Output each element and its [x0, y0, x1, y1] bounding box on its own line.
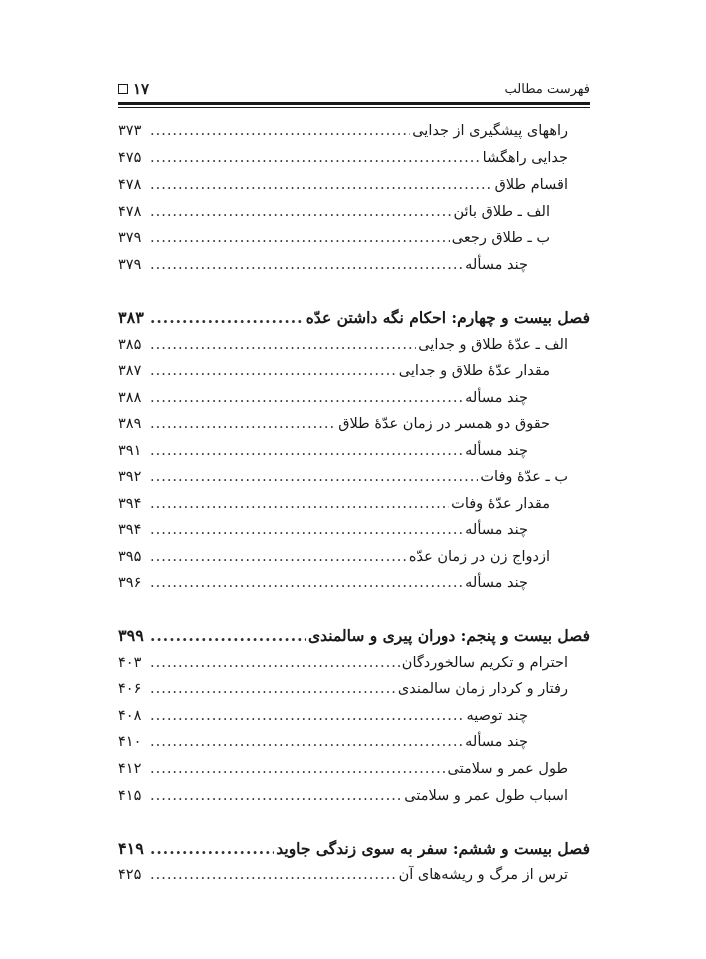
toc-entry-row [118, 332, 590, 358]
dot-leader [150, 756, 446, 782]
toc-chapter-row [118, 836, 590, 862]
toc-entry-row [118, 544, 590, 570]
header-rule-thick [118, 102, 590, 105]
toc-entry-row [118, 199, 590, 225]
toc-entry-row [118, 570, 590, 596]
toc-entry-title: اقسام طلاق [494, 177, 568, 193]
dot-leader [150, 199, 451, 225]
toc-entry-row [118, 756, 590, 782]
dot-leader [150, 118, 410, 144]
toc-entry-title: چند توصیه [466, 708, 528, 724]
toc-entry-title: راههای پیشگیری از جدایی [412, 123, 568, 139]
page-number-group [118, 80, 149, 98]
toc-entry-title: فصل بیست و ششم: سفر به سوی زندگی جاوید [276, 839, 590, 858]
dot-leader [150, 305, 304, 331]
toc-entry-title: چند مسأله [465, 443, 528, 459]
toc-entry-row [118, 438, 590, 464]
toc-entry-row [118, 252, 590, 278]
toc-entry-title: فصل بیست و چهارم: احکام نگه داشتن عدّه [305, 308, 590, 327]
dot-leader [150, 491, 449, 517]
toc-entry-page: ۳۸۸ [118, 390, 142, 406]
toc-entry-title: الف ـ عدّهٔ طلاق و جدایی [418, 337, 568, 353]
toc-entry-title: چند مسأله [465, 734, 528, 750]
page-number: ۱۷ [133, 80, 150, 98]
toc-entry-title: احترام و تکریم سالخوردگان [401, 655, 568, 671]
dot-leader [150, 783, 402, 809]
toc-entry-row [118, 729, 590, 755]
toc-entry-title: ب ـ طلاق رجعی [451, 230, 550, 246]
dot-leader [150, 703, 464, 729]
dot-leader [150, 358, 397, 384]
toc-entry-row [118, 411, 590, 437]
toc-entry-title: فصل بیست و پنجم: دوران پیری و سالمندی [308, 626, 590, 645]
dot-leader [150, 623, 306, 649]
toc-entry-title: الف ـ طلاق بائن [453, 204, 550, 220]
running-title: فهرست مطالب [504, 82, 590, 97]
dot-leader [150, 411, 336, 437]
dot-leader [150, 385, 463, 411]
toc-entry-page: ۴۱۰ [118, 734, 142, 750]
toc-entry-page: ۴۱۹ [118, 839, 144, 858]
dot-leader [150, 252, 463, 278]
toc-entry-title: ب ـ عدّهٔ وفات [480, 469, 568, 485]
toc-entry-title: چند مسأله [465, 575, 528, 591]
dot-leader [150, 225, 450, 251]
page-header [118, 80, 590, 102]
toc-entry-row [118, 225, 590, 251]
toc-entry-title: حقوق دو همسر در زمان عدّهٔ طلاق [338, 416, 550, 432]
toc-entry-row [118, 862, 590, 888]
toc-entry-page: ۳۹۵ [118, 549, 142, 565]
toc-entry-row [118, 145, 590, 171]
toc-chapter-row [118, 623, 590, 649]
toc-entry-row [118, 118, 590, 144]
toc-entry-row [118, 676, 590, 702]
toc-entry-row [118, 358, 590, 384]
toc-entry-title: مقدار عدّهٔ وفات [451, 496, 550, 512]
toc-entry-page: ۴۰۸ [118, 708, 142, 724]
toc-entry-page: ۴۱۵ [118, 788, 142, 804]
dot-leader [150, 172, 493, 198]
toc-entry-page: ۳۹۱ [118, 443, 142, 459]
toc-entry-title: رفتار و کردار زمان سالمندی [397, 681, 568, 697]
toc-entry-row [118, 703, 590, 729]
toc-entry-page: ۴۷۸ [118, 204, 142, 220]
toc-entry-title: اسباب طول عمر و سلامتی [404, 788, 568, 804]
dot-leader [150, 544, 407, 570]
dot-leader [150, 517, 463, 543]
dot-leader [150, 332, 416, 358]
dot-leader [150, 862, 397, 888]
toc-entry-page: ۳۸۵ [118, 337, 142, 353]
toc-entry-page: ۳۹۲ [118, 469, 142, 485]
dot-leader [150, 438, 463, 464]
toc-entry-title: ترس از مرگ و ریشه‌های آن [398, 867, 568, 883]
toc-entry-page: ۴۰۶ [118, 681, 142, 697]
toc-entry-row [118, 172, 590, 198]
header-rule-thin [118, 107, 590, 108]
toc-entry-row [118, 385, 590, 411]
toc-entry-page: ۴۷۵ [118, 150, 142, 166]
toc-entry-title: جدایی راهگشا [482, 150, 568, 166]
toc-entry-page: ۴۱۲ [118, 761, 142, 777]
toc-entry-page: ۴۷۸ [118, 177, 142, 193]
toc-entry-title: چند مسأله [465, 390, 528, 406]
toc-entry-page: ۳۸۳ [118, 308, 144, 327]
toc-entry-title: چند مسأله [465, 257, 528, 273]
toc-entry-title: مقدار عدّهٔ طلاق و جدایی [398, 363, 550, 379]
toc-entry-page: ۳۷۳ [118, 123, 142, 139]
toc-entry-page: ۳۹۹ [118, 626, 144, 645]
toc-entry-page: ۳۷۹ [118, 257, 142, 273]
square-icon [118, 84, 128, 94]
dot-leader [150, 836, 274, 862]
dot-leader [150, 145, 481, 171]
dot-leader [150, 729, 463, 755]
toc-entry-row [118, 464, 590, 490]
toc-entry-page: ۳۹۴ [118, 522, 142, 538]
toc-entry-title: طول عمر و سلامتی [447, 761, 568, 777]
toc-chapter-row [118, 305, 590, 331]
dot-leader [150, 570, 463, 596]
toc-entry-page: ۴۲۵ [118, 867, 142, 883]
toc-entry-page: ۳۹۴ [118, 496, 142, 512]
toc-entry-row [118, 783, 590, 809]
dot-leader [150, 464, 478, 490]
toc-entry-title: ازدواج زن در زمان عدّه [408, 549, 550, 565]
toc-entry-row [118, 650, 590, 676]
toc-entry-row [118, 517, 590, 543]
dot-leader [150, 650, 400, 676]
toc-entry-title: چند مسأله [465, 522, 528, 538]
dot-leader [150, 676, 396, 702]
toc-entry-page: ۴۰۳ [118, 655, 142, 671]
toc-entry-page: ۳۹۶ [118, 575, 142, 591]
toc-entry-row [118, 491, 590, 517]
toc-entry-page: ۳۸۹ [118, 416, 142, 432]
toc-entry-page: ۳۸۷ [118, 363, 142, 379]
toc-entry-page: ۳۷۹ [118, 230, 142, 246]
